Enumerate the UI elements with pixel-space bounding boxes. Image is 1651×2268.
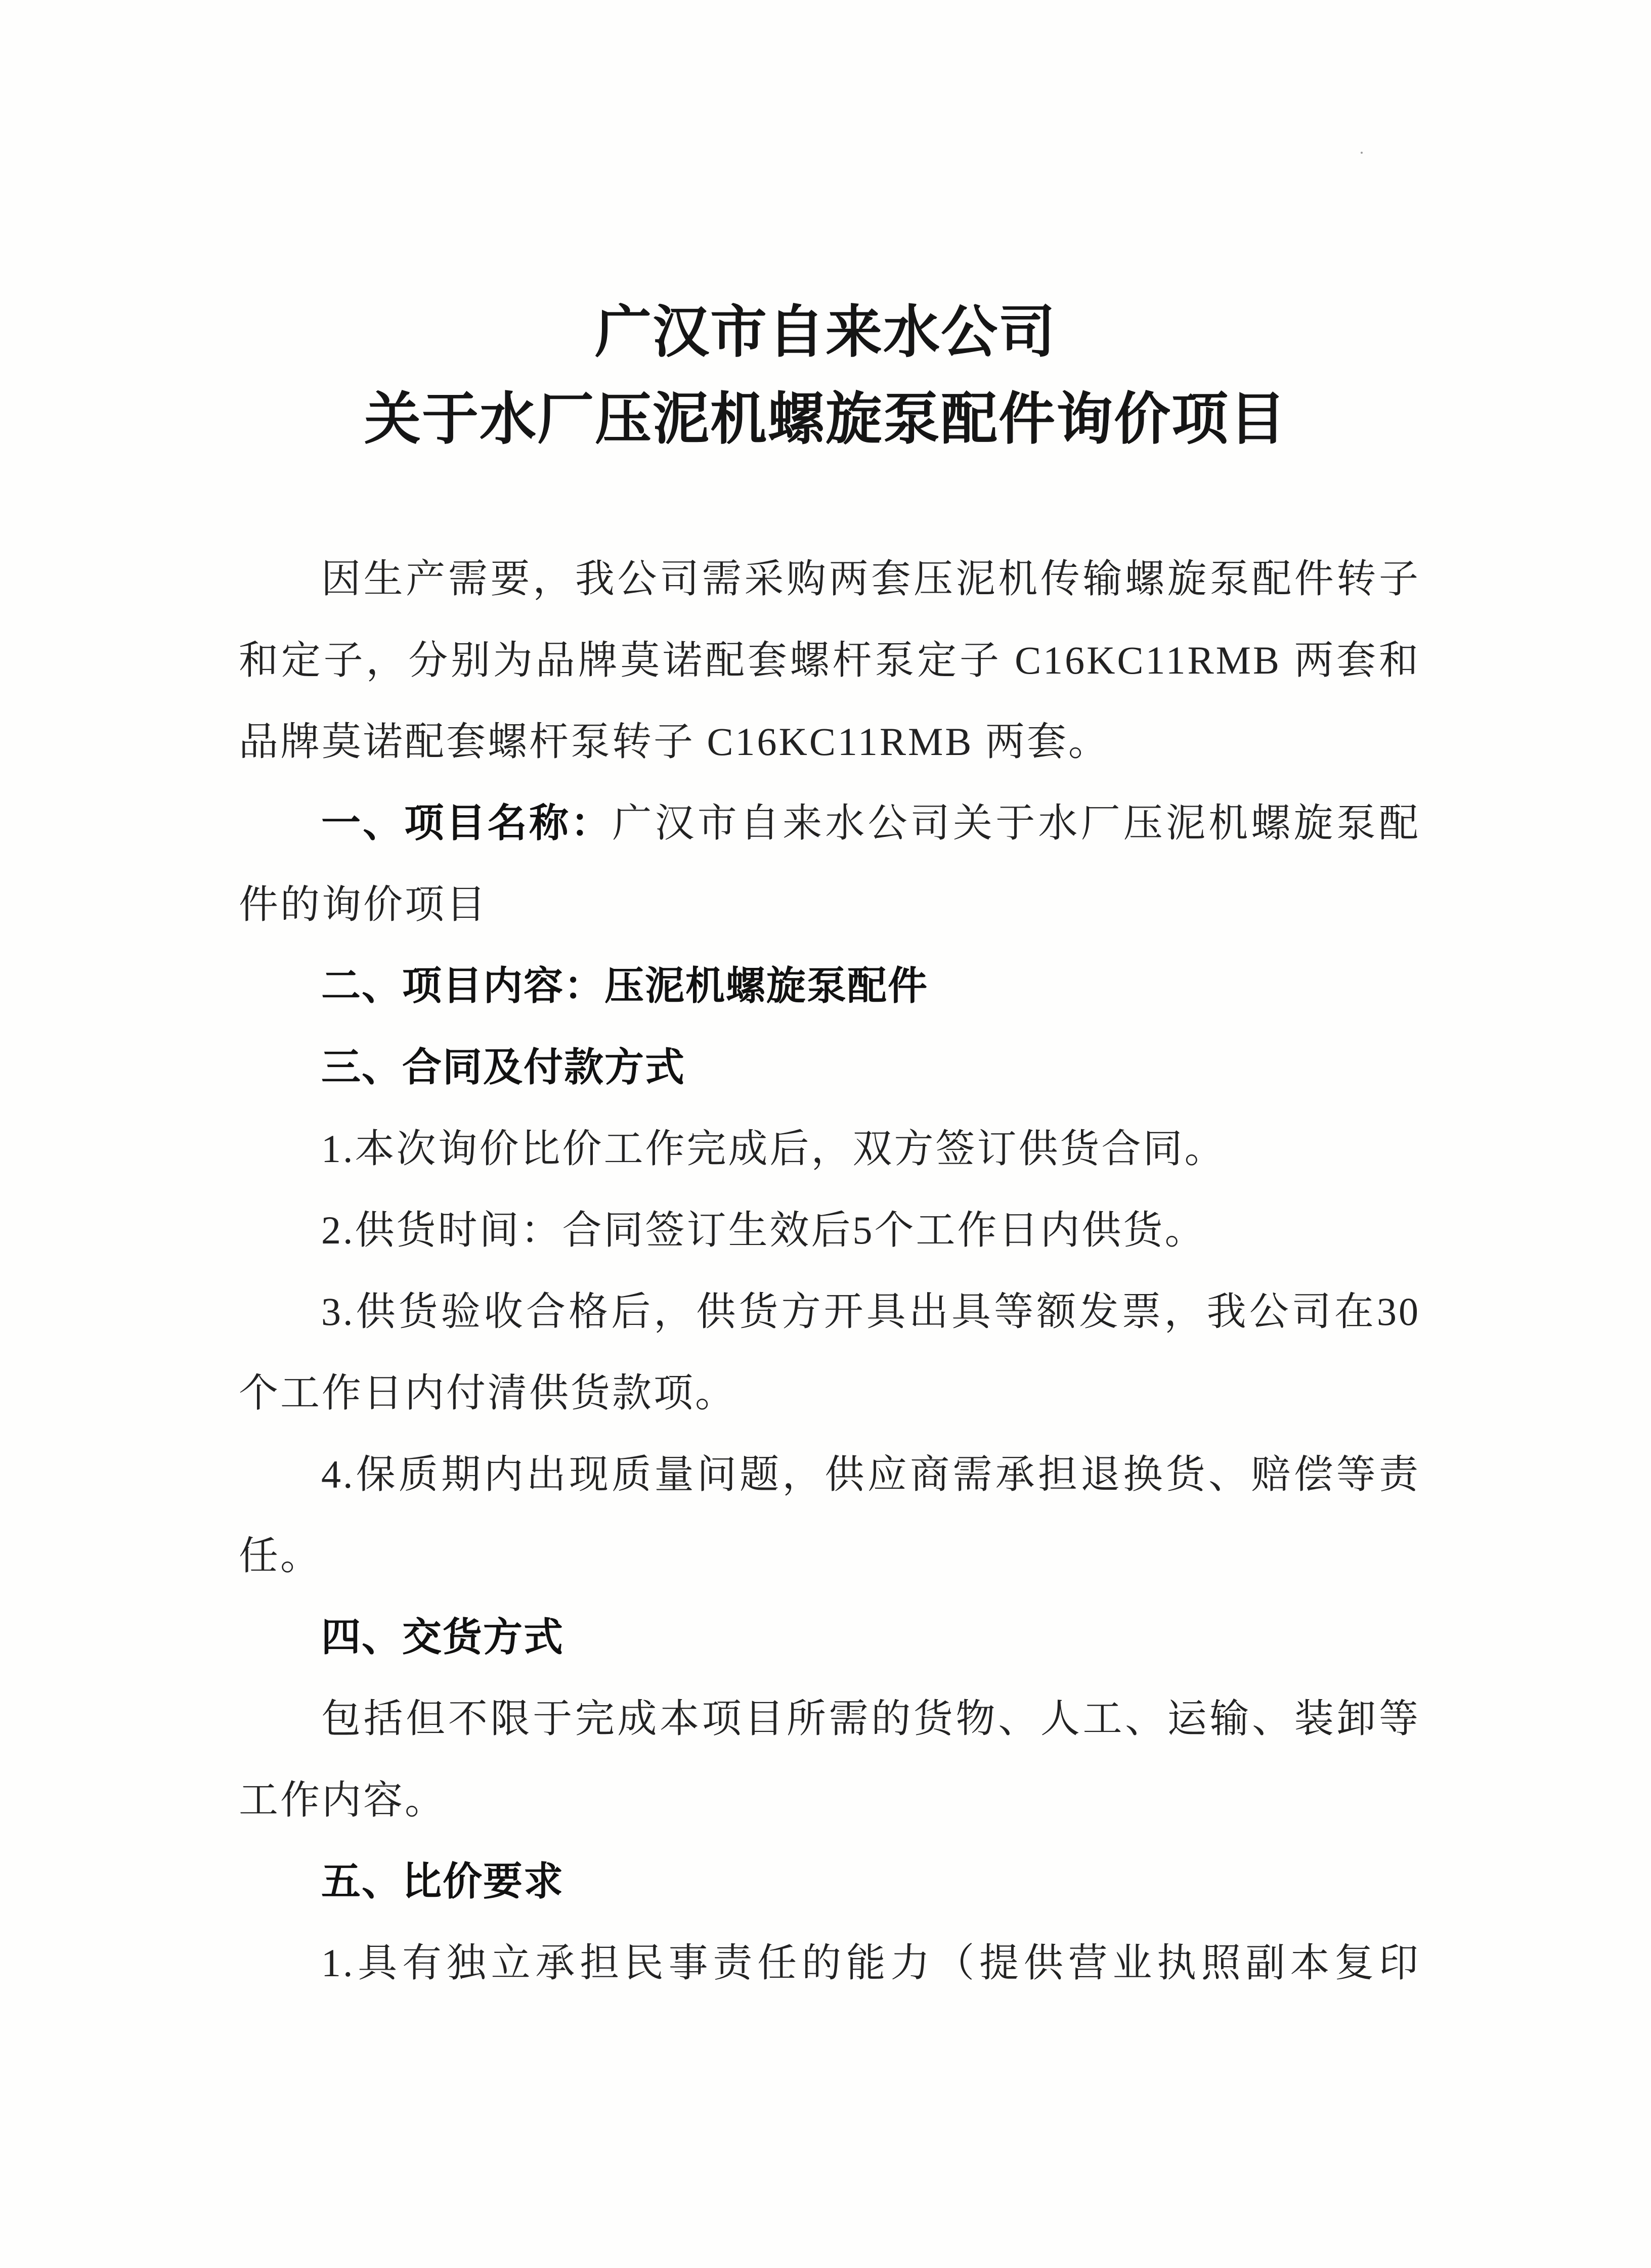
document-title-line-1: 广汉市自来水公司 [595,301,1056,364]
intro-line-1: 因生产需要，我公司需采购两套压泥机传输螺旋泵配件转子 [321,557,1420,601]
section3-line [239,1027,1420,1108]
section1-text-1: 广汉市自来水公司关于水厂压泥机螺旋泵配 [612,801,1420,845]
section2-heading: 二、项目内容：压泥机螺旋泵配件 [321,963,929,1008]
section1-line-1 [239,782,1420,864]
document-body [239,538,1420,2004]
section5-line [239,1841,1420,1922]
section5-item1-line-1: 1.具有独立承担民事责任的能力（提供营业执照副本复印 [321,1941,1420,1985]
section4-text-line-2: 工作内容。 [239,1778,447,1822]
section4-text-line-1: 包括但不限于完成本项目所需的货物、人工、运输、装卸等 [321,1697,1420,1741]
scan-speck [1361,152,1363,154]
intro-line-2: 和定子，分别为品牌莫诺配套螺杆泵定子 C16KC11RMB 两套和 [239,638,1420,682]
section3-item1-line-1: 1.本次询价比价工作完成后，双方签订供货合同。 [321,1127,1226,1171]
intro-line-3: 品牌莫诺配套螺杆泵转子 C16KC11RMB 两套。 [239,720,1110,764]
section3-item4-line-2: 任。 [239,1534,322,1578]
section3-item3-line-1: 3.供货验收合格后，供货方开具出具等额发票，我公司在30 [321,1289,1420,1333]
document-title-line-2: 关于水厂压泥机螺旋泵配件询价项目 [364,388,1287,451]
section5-heading: 五、比价要求 [321,1859,564,1903]
section3-item2-line-1: 2.供货时间：合同签订生效后5个工作日内供货。 [321,1208,1206,1252]
section4-heading: 四、交货方式 [321,1615,564,1659]
section1-heading: 一、项目名称： [321,801,613,845]
section3-heading: 三、合同及付款方式 [321,1045,686,1089]
section1-line-2: 件的询价项目 [239,882,488,926]
section4-line [239,1596,1420,1678]
section3-item4-line-1: 4.保质期内出现质量问题，供应商需承担退换货、赔偿等责 [321,1452,1420,1496]
section3-item3-line-2: 个工作日内付清供货款项。 [239,1371,737,1415]
section2-line [239,945,1420,1027]
